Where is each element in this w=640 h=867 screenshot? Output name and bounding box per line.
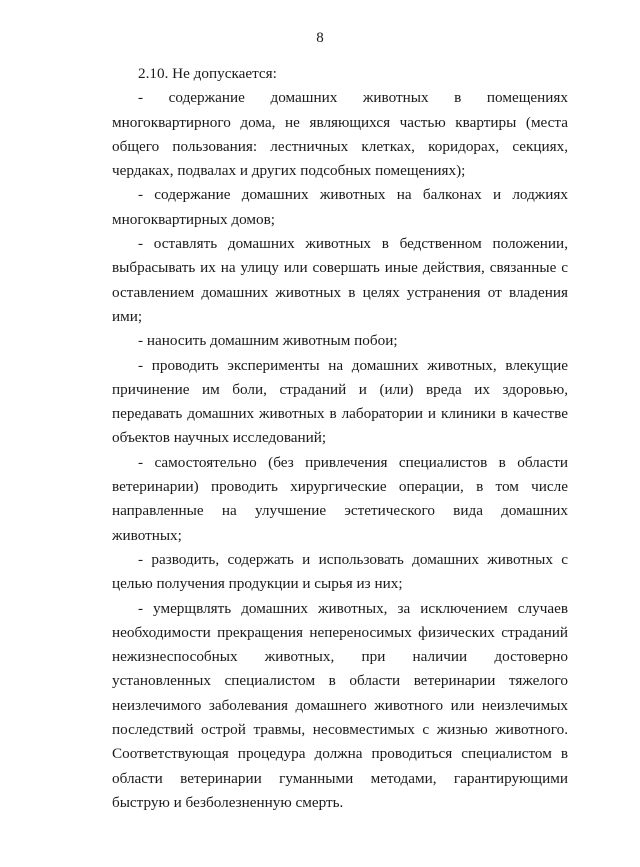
paragraph-6: - самостоятельно (без привлечения специалистов в области ветеринарии) проводить хирургические операции, в том числе направленные на улучшение эстетического вида домашних животных; bbox=[112, 453, 568, 544]
paragraph-4: - наносить домашним животным побои; bbox=[138, 332, 398, 350]
document-body bbox=[112, 62, 568, 815]
paragraph-5: - проводить эксперименты на домашних животных, влекущие причинение им боли, страданий и (или) вреда их здоровью, передавать домашних животных в лаборатории и клиники в качестве объектов научных исследований; bbox=[112, 356, 568, 447]
section-heading: 2.10. Не допускается: bbox=[138, 65, 277, 82]
paragraph-1: - содержание домашних животных в помещениях многоквартирного дома, не являющихся частью квартиры (места общего пользования: лестничных клетках, коридорах, секциях, чердаках, подвалах и других подсобных помещениях); bbox=[112, 89, 568, 180]
page-number: 8 bbox=[316, 30, 324, 46]
paragraph-7: - разводить, содержать и использовать домашних животных с целью получения продукции и сырья из них; bbox=[112, 550, 568, 593]
paragraph-2: - содержание домашних животных на балконах и лоджиях многоквартирных домов; bbox=[112, 186, 568, 228]
paragraph-3: - оставлять домашних животных в бедственном положении, выбрасывать их на улицу или совершать иные действия, связанные с оставлением домашних животных в целях устранения от владения ими; bbox=[112, 235, 568, 325]
paragraph-8: - умерщвлять домашних животных, за исключением случаев необходимости прекращения непереносимых физических страданий нежизнеспособных животных, при наличии достоверно установленных специалистом в области ветеринарии тяжелого неизлечимого заболевания домашнего животного или неизлечимых последствий острой травмы, несовместимых с жизнью животного. Соответствующая процедура должна проводиться специалистом в области ветеринарии гуманными методами, гарантирующими быструю и безболезненную смерть. bbox=[112, 599, 568, 811]
